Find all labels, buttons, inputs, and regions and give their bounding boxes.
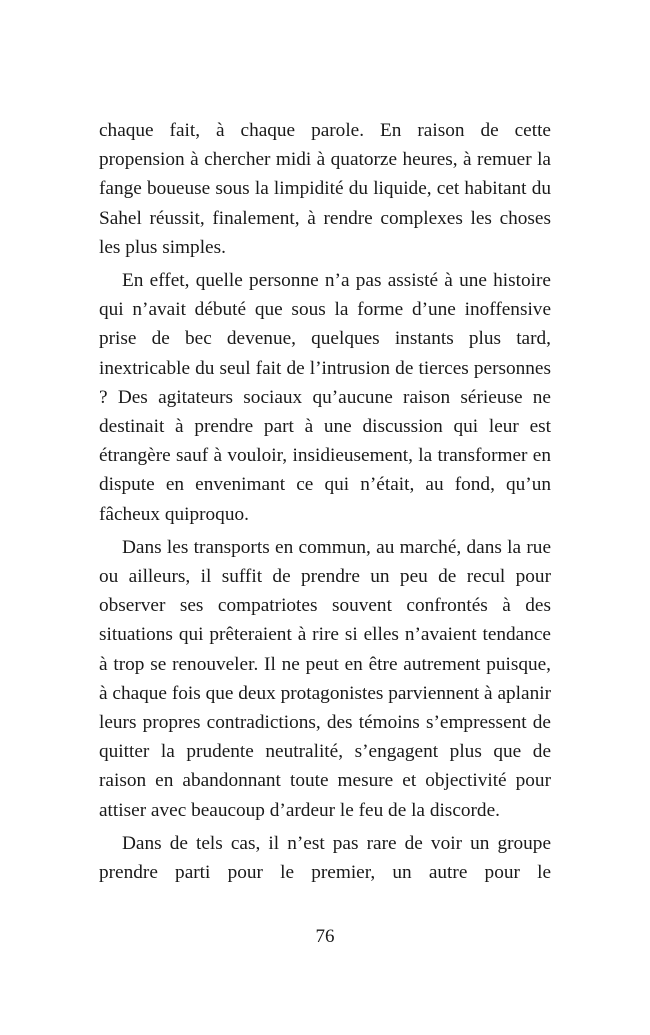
paragraph: Dans les transports en commun, au marché, dans la rue ou ailleurs, il suffit de prendre un peu de recul pour observer ses compatriotes souvent confrontés à des situations qui prêteraient à rire si elles n’avaient tendance à trop se renouveler. Il ne peut en être autrement puisque, à chaque fois que deux protagonistes parviennent à aplanir leurs propres contradictions, des témoins s’empressent de quitter la prudente neutralité, s’engagent plus que de raison en abandonnant toute mesure et objectivité pour attiser avec beaucoup d’ardeur le feu de la discorde. xyxy=(99,536,551,821)
paragraph-cut-off: Dans de tels cas, il n’est pas rare de voir un groupe prendre parti pour le premier, un autre pour le xyxy=(99,832,551,884)
page-body xyxy=(99,116,551,891)
page-number: 76 xyxy=(315,926,335,947)
paragraph: En effet, quelle personne n’a pas assisté à une histoire qui n’avait débuté que sous la forme d’une inoffensive prise de bec devenue, quelques instants plus tard, inextricable du seul fait de l’intrusion de tierces personnes ? Des agitateurs sociaux qu’aucune raison sérieuse ne destinait à prendre part à une discussion qui leur est étrangère sauf à vouloir, insidieusement, la transformer en dispute en envenimant ce qui n’était, au fond, qu’un fâcheux quiproquo. xyxy=(99,270,551,525)
paragraph-continuation: chaque fait, à chaque parole. En raison de cette propension à chercher midi à quatorze heures, à remuer la fange boueuse sous la limpidité du liquide, cet habitant du Sahel réussit, finalement, à rendre complexes les choses les plus simples. xyxy=(99,120,551,258)
